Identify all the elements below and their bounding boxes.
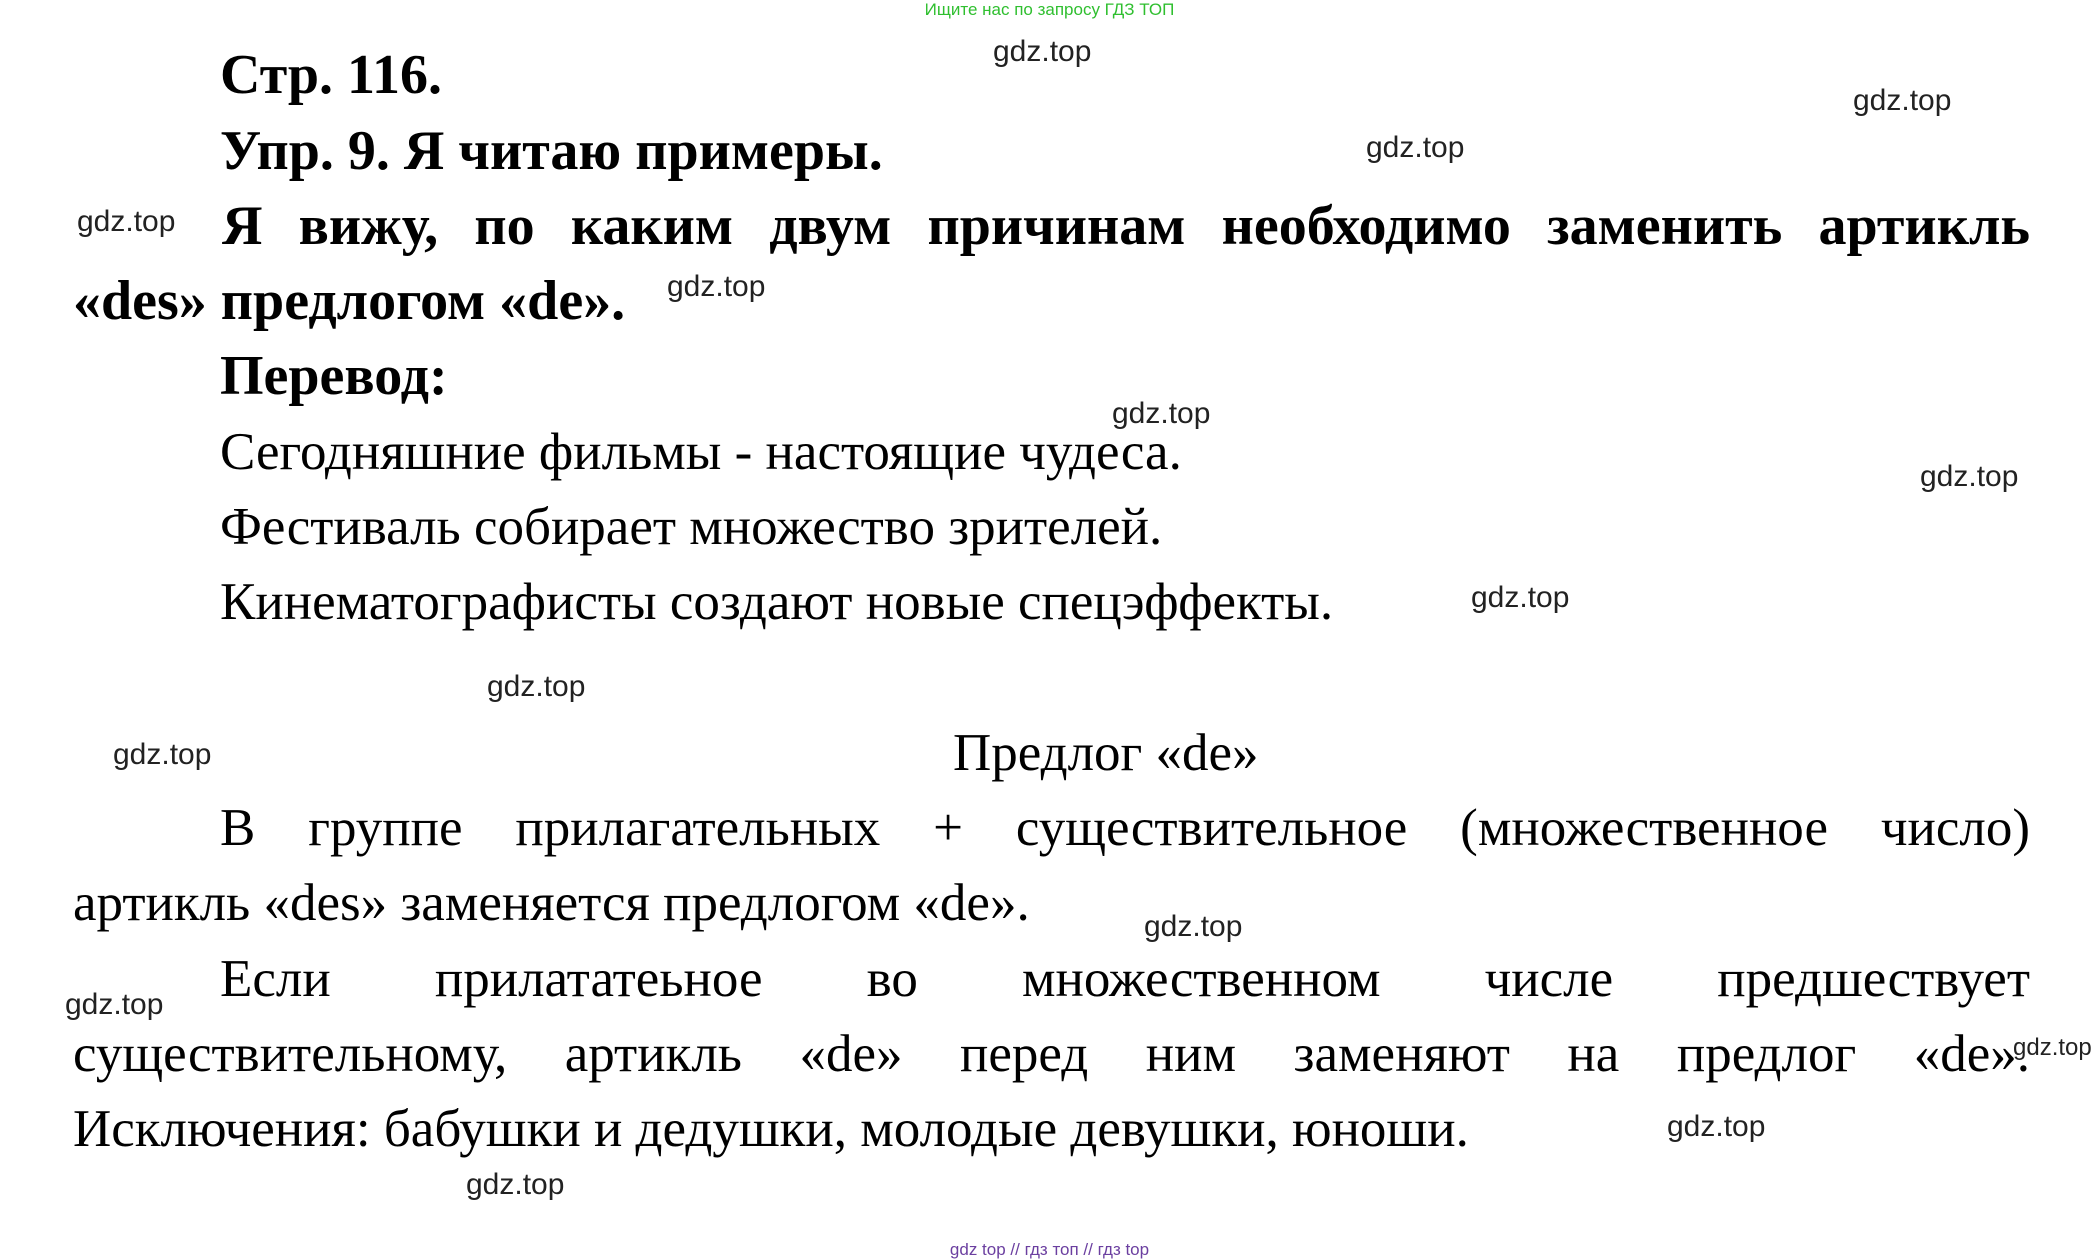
footer-note: gdz top // гдз топ // гдз top bbox=[949, 1240, 1150, 1259]
watermark: gdz.top bbox=[65, 988, 164, 1021]
rule1-line-2: артикль «des» заменяется предлогом «de». bbox=[73, 874, 1030, 932]
task-line-1: Я вижу, по каким двум причинам необходимо заменить артикль bbox=[222, 195, 2030, 257]
watermark: gdz.top bbox=[1366, 131, 1465, 164]
watermark: gdz.top bbox=[466, 1168, 565, 1201]
watermark: gdz.top bbox=[77, 205, 176, 238]
rule1-line-1: В группе прилагательных + существительное (множественное число) bbox=[220, 799, 2030, 857]
watermark: gdz.top bbox=[113, 738, 212, 771]
translation-heading: Перевод: bbox=[220, 345, 448, 407]
watermark: gdz.top bbox=[1471, 581, 1570, 614]
task-line-2: «des» предлогом «de». bbox=[73, 270, 626, 332]
watermark: gdz.top bbox=[1667, 1110, 1766, 1143]
watermark: gdz.top bbox=[1920, 460, 2019, 493]
translation-line-1: Сегодняшние фильмы - настоящие чудеса. bbox=[220, 423, 1182, 481]
top-search-note: Ищите нас по запросу ГДЗ ТОП bbox=[924, 0, 1175, 19]
translation-line-3: Кинематографисты создают новые спецэффекты. bbox=[220, 573, 1334, 631]
rule-title: Предлог «de» bbox=[953, 724, 1259, 782]
page-reference: Стр. 116. bbox=[220, 44, 442, 106]
watermark: gdz.top bbox=[1144, 910, 1243, 943]
watermark: gdz.top bbox=[2013, 1034, 2092, 1061]
exercise-title: Упр. 9. Я читаю примеры. bbox=[220, 120, 883, 182]
watermark: gdz.top bbox=[993, 35, 1092, 68]
watermark: gdz.top bbox=[1853, 84, 1952, 117]
rule2-line-1: Если прилататеьное во множественном числе предшествует bbox=[220, 950, 2030, 1008]
watermark: gdz.top bbox=[667, 270, 766, 303]
rule2-line-2: существительному, артикль «de» перед ним заменяют на предлог «de». bbox=[73, 1025, 2030, 1083]
watermark: gdz.top bbox=[487, 670, 586, 703]
rule2-line-3: Исключения: бабушки и дедушки, молодые девушки, юноши. bbox=[73, 1100, 1469, 1158]
translation-line-2: Фестиваль собирает множество зрителей. bbox=[220, 498, 1163, 556]
watermark: gdz.top bbox=[1112, 397, 1211, 430]
